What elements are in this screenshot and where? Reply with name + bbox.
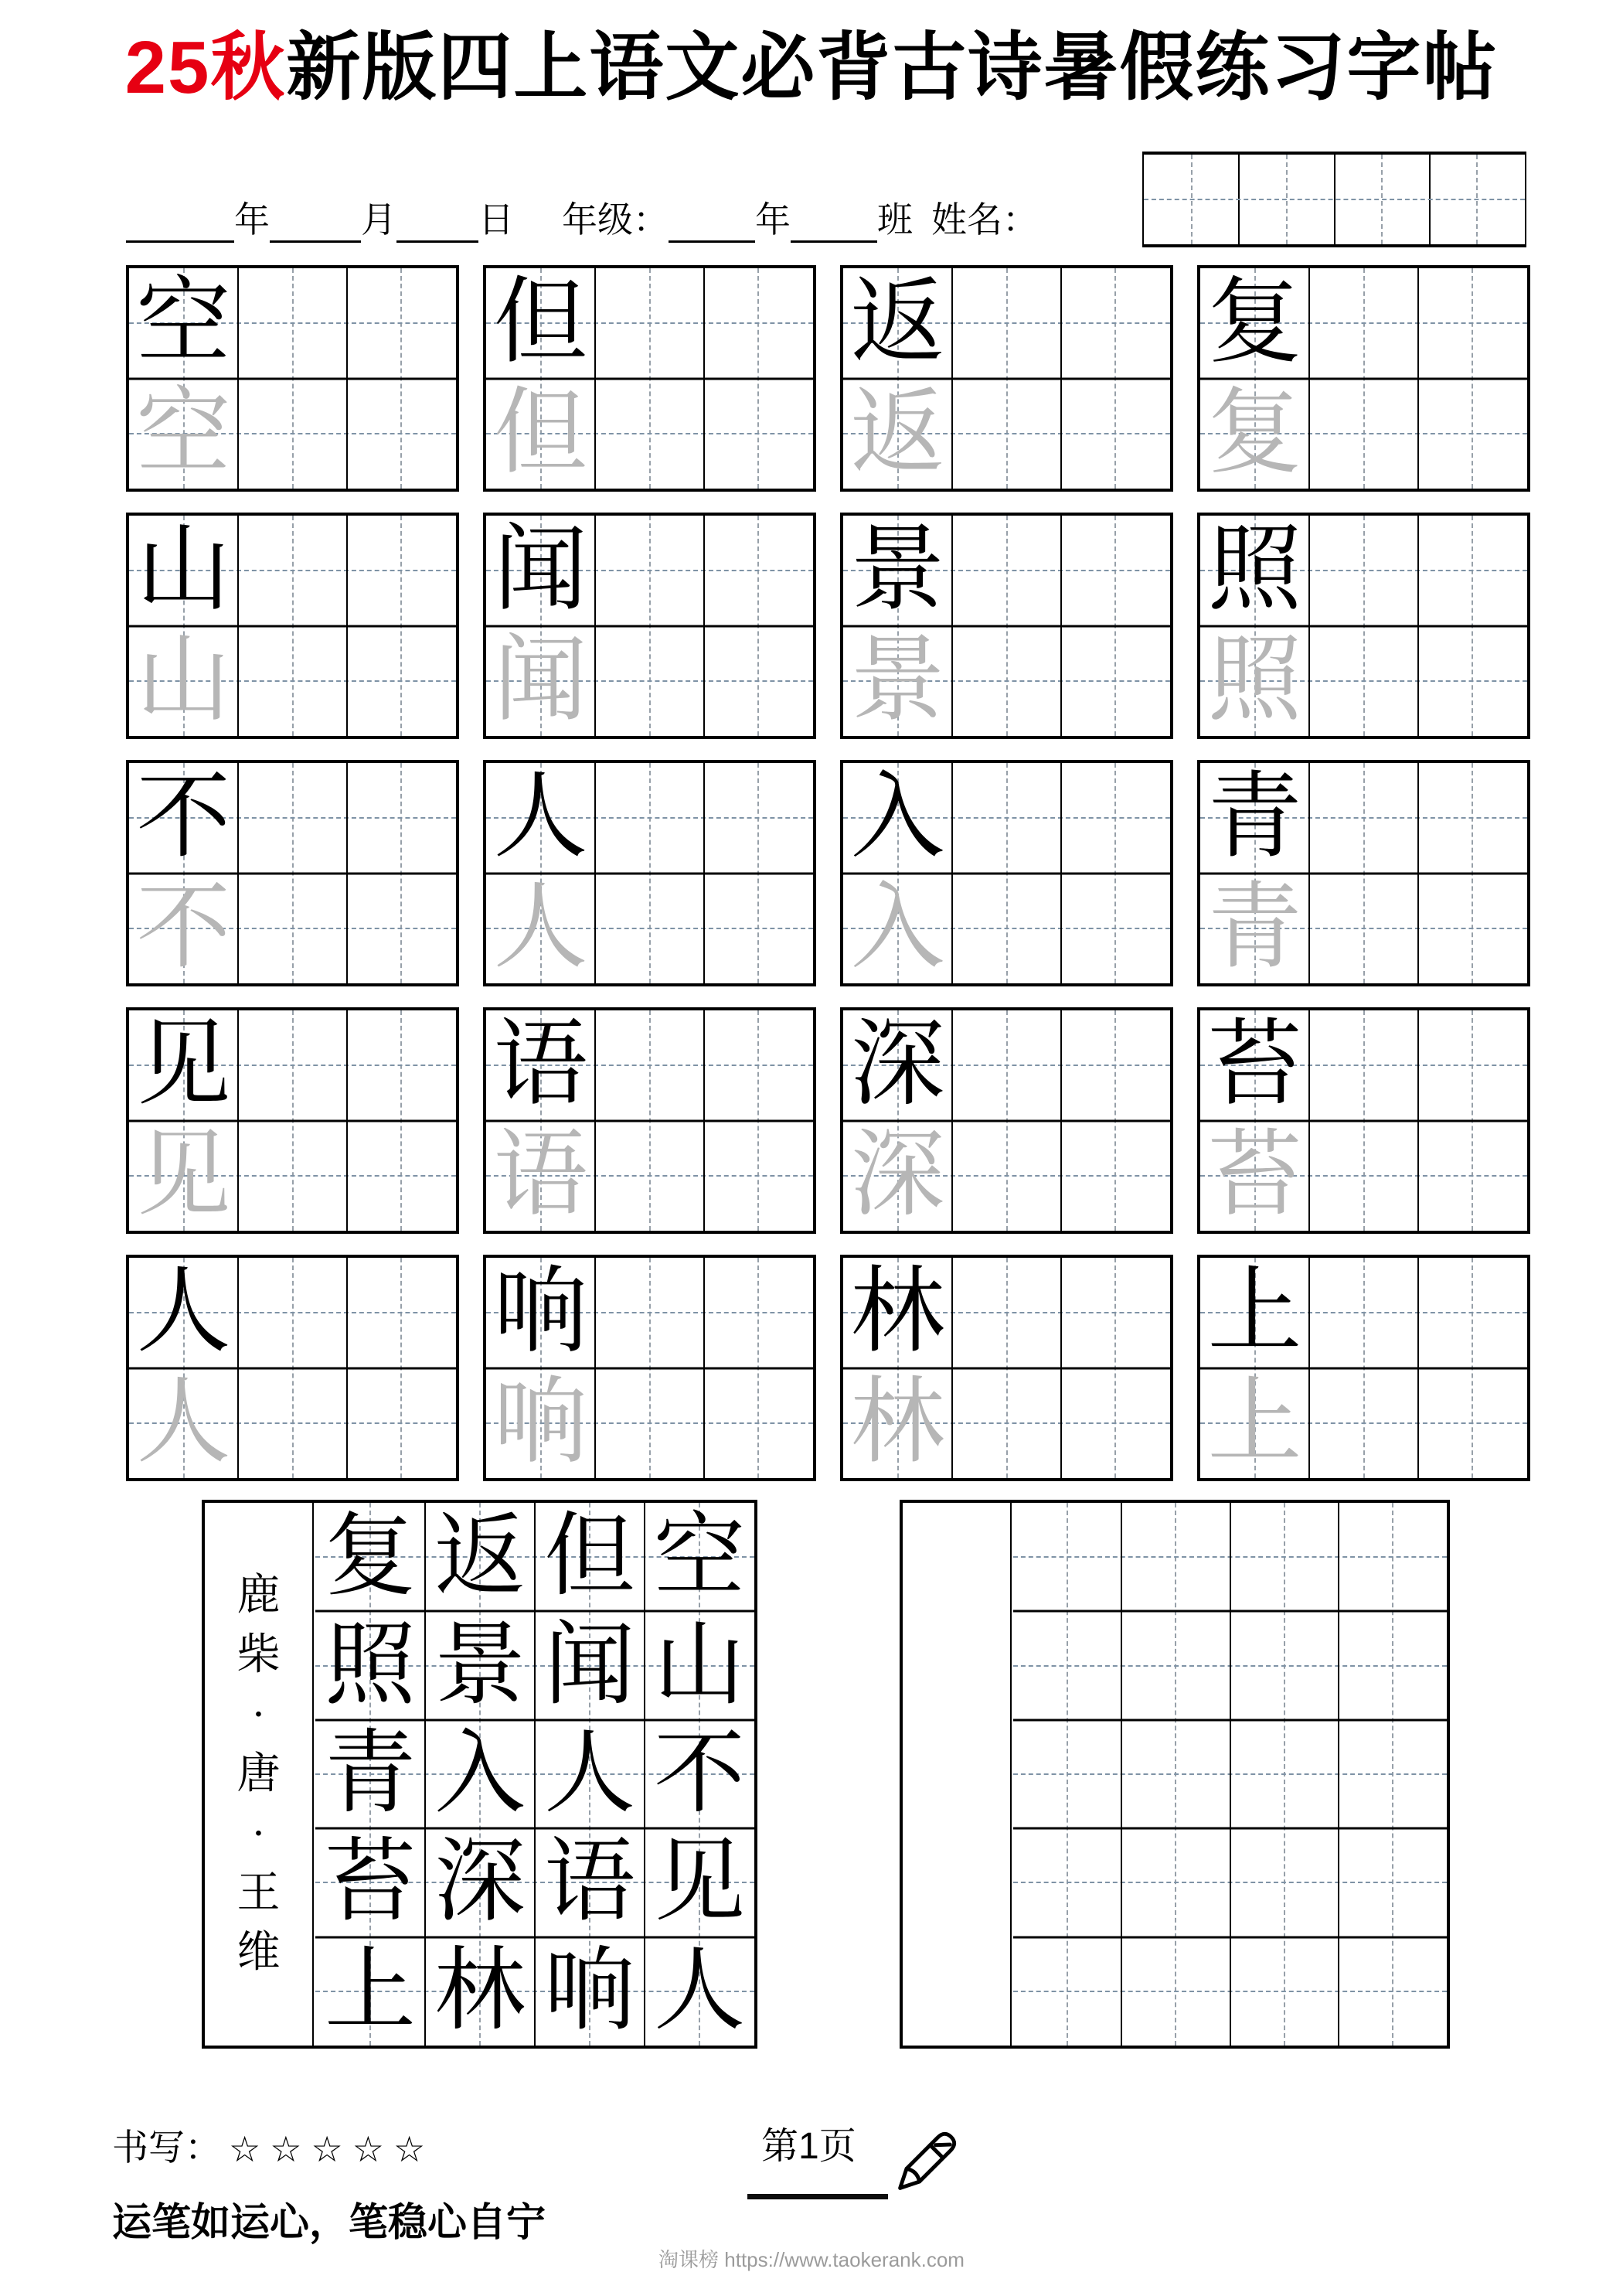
example-character: 景 (850, 518, 945, 623)
page-title (0, 26, 1623, 109)
name-label: 姓名： (931, 200, 1038, 240)
grade-label: 年级： (562, 200, 669, 240)
practice-block (483, 265, 816, 492)
date-grade-name-line (126, 195, 1038, 243)
example-character: 复 (1207, 271, 1302, 376)
watermark-text: 淘课榜 https://www.taokerank.com (658, 2248, 965, 2271)
poem-character-cell: 见 (653, 1831, 745, 1933)
class-blank (791, 204, 877, 243)
poem-column-divider (1230, 1503, 1231, 2046)
trace-character: 闻 (493, 628, 588, 733)
poem-column-divider (1121, 1503, 1122, 2046)
poem-character-cell: 人 (653, 1940, 745, 2042)
practice-block (1197, 1255, 1530, 1481)
poem-title-character: 鹿 (236, 1572, 281, 1620)
example-character: 返 (850, 271, 945, 376)
trace-character: 林 (850, 1370, 945, 1475)
poem-character-cell: 复 (324, 1506, 416, 1608)
trace-character: 语 (493, 1122, 588, 1228)
poem-character-cell: 景 (434, 1614, 526, 1716)
poem-character-cell: 返 (434, 1506, 526, 1608)
trace-character: 山 (136, 628, 231, 733)
example-character: 入 (850, 765, 945, 870)
year-label: 年 (234, 200, 270, 240)
practice-block (483, 760, 816, 986)
poem-grid-empty (900, 1500, 1450, 2049)
practice-block (840, 1255, 1173, 1481)
rating-stars: ☆☆☆☆☆ (229, 2127, 435, 2170)
poem-character-cell: 语 (543, 1831, 635, 1933)
trace-character: 入 (850, 875, 945, 980)
poem-title-character: · (251, 1810, 266, 1858)
poem-grid-filled (202, 1500, 757, 2049)
practice-block (126, 513, 459, 739)
poem-row-divider (1013, 1936, 1447, 1938)
page-number-underline (747, 2194, 888, 2199)
trace-character: 照 (1207, 628, 1302, 733)
poem-title-column-empty (903, 1503, 1012, 2046)
practice-block (483, 1007, 816, 1234)
practice-block (1197, 265, 1530, 492)
example-character: 林 (850, 1260, 945, 1365)
poem-title-column (205, 1503, 314, 2046)
poem-column-divider (1338, 1503, 1339, 2046)
name-grid-midline-dash (1144, 199, 1525, 200)
page-number: 第1页 (761, 2126, 856, 2167)
trace-character: 苔 (1207, 1122, 1302, 1228)
poem-character-cell: 响 (543, 1940, 635, 2042)
trace-character: 人 (136, 1370, 231, 1475)
example-character: 但 (493, 271, 588, 376)
month-blank (270, 204, 361, 243)
trace-character: 青 (1207, 875, 1302, 980)
trace-character: 响 (493, 1370, 588, 1475)
title-main-text: 新版四上语文必背古诗暑假练习字帖 (286, 26, 1499, 109)
practice-block (840, 760, 1173, 986)
poem-title-character: 柴 (236, 1631, 281, 1679)
practice-block (126, 1007, 459, 1234)
practice-block (126, 1255, 459, 1481)
grade-year-label: 年 (755, 200, 791, 240)
month-label: 月 (361, 200, 396, 240)
example-character: 闻 (493, 518, 588, 623)
pen-icon (875, 2117, 977, 2208)
poem-character-cell: 入 (434, 1722, 526, 1824)
practice-block (483, 513, 816, 739)
poem-row-divider (1013, 1719, 1447, 1721)
poem-character-cell: 青 (324, 1722, 416, 1824)
example-character: 语 (493, 1013, 588, 1118)
practice-block (840, 513, 1173, 739)
poem-row-divider (1013, 1828, 1447, 1830)
trace-character: 人 (493, 875, 588, 980)
day-blank (396, 204, 478, 243)
example-character: 青 (1207, 765, 1302, 870)
trace-character: 景 (850, 628, 945, 733)
poem-title-character: 维 (236, 1929, 281, 1977)
poem-character-cell: 上 (324, 1940, 416, 2042)
motto-text: 运笔如运心，笔稳心自宁 (112, 2200, 546, 2244)
poem-character-cell: 闻 (543, 1614, 635, 1716)
title-season-highlight: 25秋 (124, 26, 287, 109)
trace-character: 上 (1207, 1370, 1302, 1475)
poem-title-character: 王 (236, 1869, 281, 1917)
poem-character-cell: 人 (543, 1722, 635, 1824)
poem-character-cell: 苔 (324, 1831, 416, 1933)
example-character: 山 (136, 518, 231, 623)
trace-character: 深 (850, 1122, 945, 1228)
example-character: 照 (1207, 518, 1302, 623)
practice-block (1197, 760, 1530, 986)
day-label: 日 (478, 200, 514, 240)
example-character: 空 (136, 271, 231, 376)
poem-character-cell: 深 (434, 1831, 526, 1933)
practice-block (126, 265, 459, 492)
practice-block (126, 760, 459, 986)
poem-character-cell: 但 (543, 1506, 635, 1608)
poem-character-area (315, 1503, 754, 2046)
example-character: 苔 (1207, 1013, 1302, 1118)
class-label: 班 (877, 200, 913, 240)
trace-character: 空 (136, 380, 231, 485)
example-character: 人 (136, 1260, 231, 1365)
example-character: 人 (493, 765, 588, 870)
trace-character: 返 (850, 380, 945, 485)
grade-year-blank (669, 204, 755, 243)
practice-block (1197, 1007, 1530, 1234)
practice-block (840, 1007, 1173, 1234)
trace-character: 但 (493, 380, 588, 485)
poem-title-character: 唐 (236, 1750, 281, 1798)
year-blank (126, 204, 234, 243)
poem-row-divider (1013, 1610, 1447, 1613)
writing-label: 书写： (112, 2128, 221, 2168)
poem-character-cell: 山 (653, 1614, 745, 1716)
poem-copy-area (1013, 1503, 1447, 2046)
example-character: 见 (136, 1013, 231, 1118)
trace-character: 不 (136, 875, 231, 980)
trace-character: 见 (136, 1122, 231, 1228)
trace-character: 复 (1207, 380, 1302, 485)
poem-character-cell: 照 (324, 1614, 416, 1716)
example-character: 响 (493, 1260, 588, 1365)
poem-character-cell: 林 (434, 1940, 526, 2042)
example-character: 不 (136, 765, 231, 870)
poem-character-cell: 不 (653, 1722, 745, 1824)
name-practice-grid (1142, 152, 1526, 247)
poem-title-character: · (251, 1691, 266, 1739)
practice-block (840, 265, 1173, 492)
example-character: 上 (1207, 1260, 1302, 1365)
practice-block (1197, 513, 1530, 739)
example-character: 深 (850, 1013, 945, 1118)
writing-rating-line (112, 2127, 435, 2170)
practice-block (483, 1255, 816, 1481)
poem-character-cell: 空 (653, 1506, 745, 1608)
